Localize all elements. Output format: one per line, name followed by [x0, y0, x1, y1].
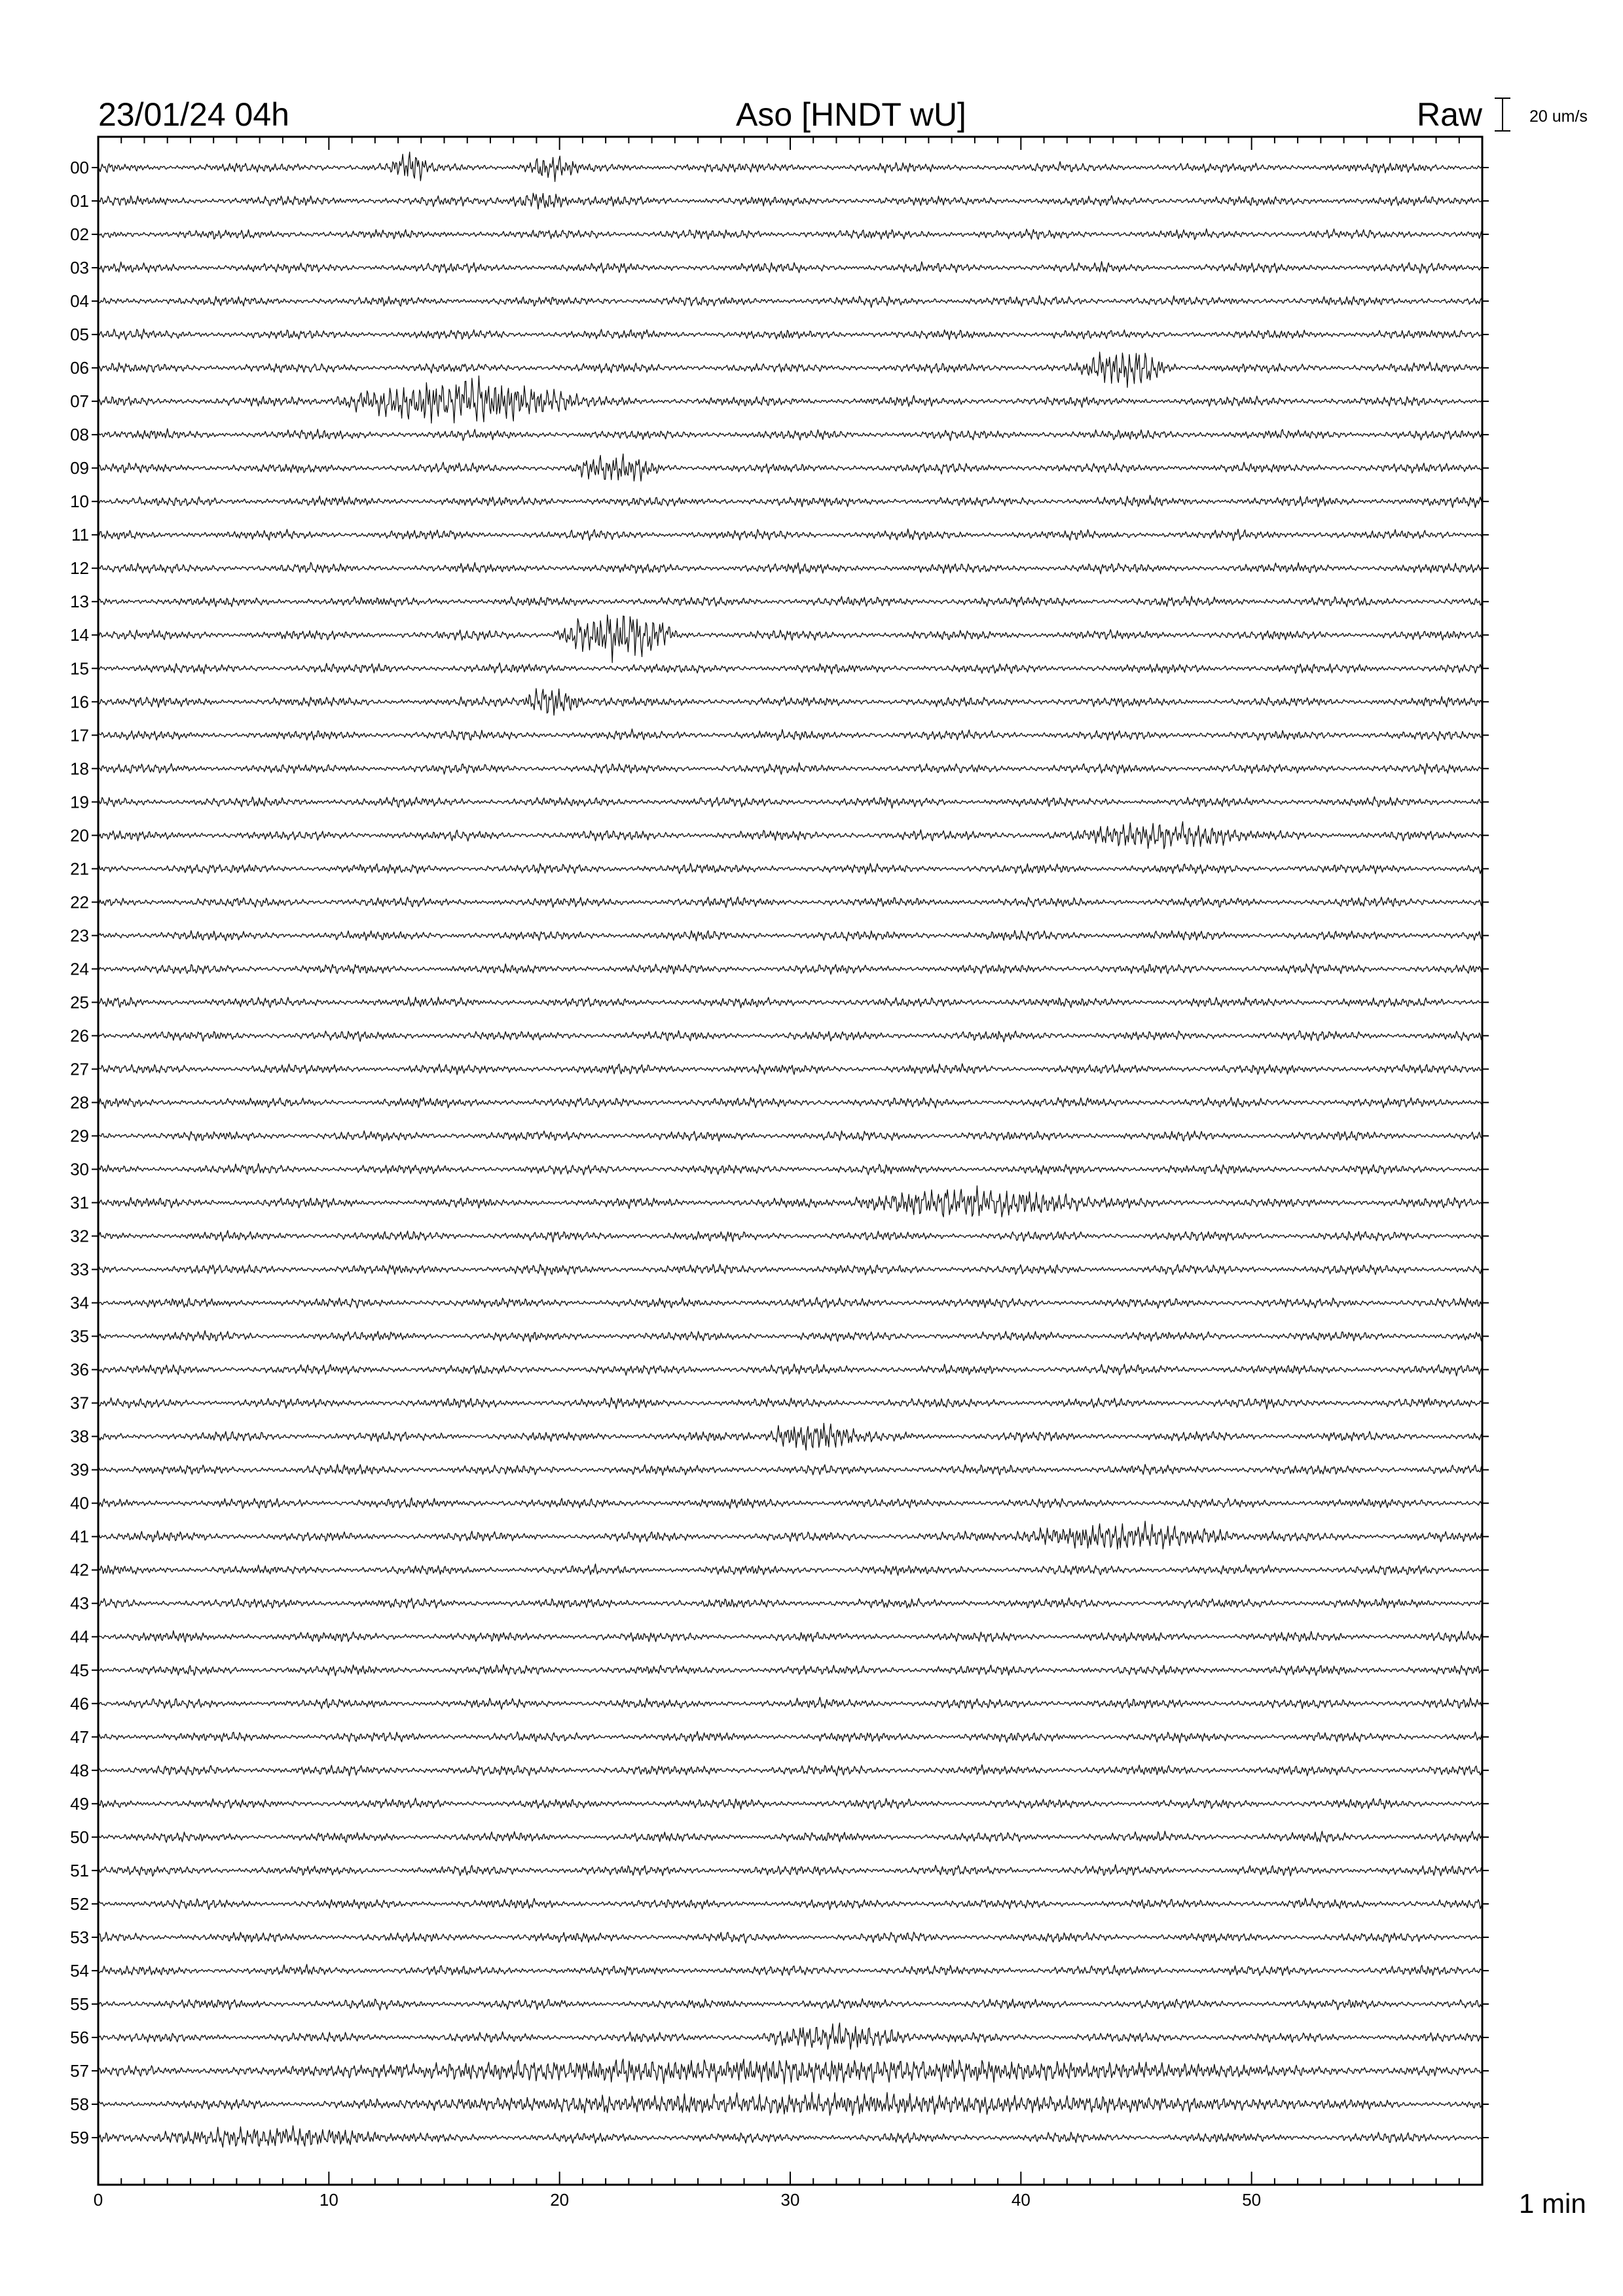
trace-38 — [98, 1424, 1482, 1450]
scale-bar — [1495, 98, 1510, 131]
row-label-27: 27 — [70, 1059, 89, 1079]
trace-00 — [98, 152, 1482, 181]
row-label-09: 09 — [70, 458, 89, 478]
row-label-12: 12 — [70, 558, 89, 579]
trace-group — [98, 152, 1482, 2147]
trace-48 — [98, 1765, 1482, 1776]
row-label-36: 36 — [70, 1359, 89, 1380]
row-label-00: 00 — [70, 158, 89, 177]
plot-frame — [98, 137, 1482, 2185]
row-label-52: 52 — [70, 1893, 89, 1914]
row-label-07: 07 — [70, 391, 89, 412]
row-label-59: 59 — [70, 2128, 89, 2147]
trace-56 — [98, 2023, 1482, 2049]
trace-24 — [98, 964, 1482, 975]
row-label-15: 15 — [70, 658, 89, 679]
trace-14 — [98, 615, 1482, 662]
trace-46 — [98, 1697, 1482, 1709]
row-label-11: 11 — [71, 525, 89, 545]
row-label-01: 01 — [70, 191, 89, 211]
row-label-30: 30 — [70, 1159, 89, 1179]
row-label-17: 17 — [70, 725, 89, 745]
trace-32 — [98, 1230, 1482, 1242]
row-label-08: 08 — [70, 425, 89, 445]
trace-15 — [98, 663, 1482, 674]
trace-47 — [98, 1731, 1482, 1742]
row-label-05: 05 — [70, 325, 89, 345]
trace-33 — [98, 1265, 1482, 1276]
trace-16 — [98, 689, 1482, 715]
row-label-45: 45 — [70, 1660, 89, 1680]
row-label-54: 54 — [70, 1960, 89, 1981]
trace-12 — [98, 562, 1482, 574]
trace-34 — [98, 1297, 1482, 1308]
row-label-33: 33 — [70, 1259, 89, 1280]
trace-43 — [98, 1598, 1482, 1608]
trace-01 — [98, 193, 1482, 209]
trace-52 — [98, 1898, 1482, 1909]
row-label-44: 44 — [70, 1626, 89, 1647]
x-tick-label: 0 — [93, 2190, 103, 2210]
row-label-02: 02 — [70, 224, 89, 245]
row-label-43: 43 — [70, 1593, 89, 1613]
row-tick-group — [92, 168, 1489, 2138]
trace-31 — [98, 1186, 1482, 1217]
trace-26 — [98, 1031, 1482, 1042]
row-label-06: 06 — [70, 358, 89, 378]
trace-03 — [98, 261, 1482, 273]
trace-42 — [98, 1564, 1482, 1575]
row-label-19: 19 — [70, 792, 89, 812]
row-label-13: 13 — [70, 592, 89, 612]
trace-10 — [98, 495, 1482, 508]
row-label-21: 21 — [70, 859, 89, 879]
row-label-34: 34 — [70, 1293, 89, 1313]
trace-08 — [98, 429, 1482, 440]
row-label-42: 42 — [70, 1560, 89, 1580]
trace-05 — [98, 329, 1482, 340]
row-label-25: 25 — [70, 992, 89, 1013]
trace-13 — [98, 596, 1482, 607]
row-label-49: 49 — [70, 1793, 89, 1814]
trace-04 — [98, 296, 1482, 308]
row-label-23: 23 — [70, 925, 89, 946]
x-tick-label: 40 — [1011, 2190, 1030, 2210]
row-label-39: 39 — [70, 1460, 89, 1480]
row-label-14: 14 — [70, 625, 89, 645]
trace-27 — [98, 1064, 1482, 1075]
date-label: 23/01/24 04h — [98, 96, 289, 133]
mode-label: Raw — [1416, 96, 1482, 133]
row-label-47: 47 — [70, 1727, 89, 1747]
trace-57 — [98, 2059, 1482, 2084]
row-label-24: 24 — [70, 959, 89, 979]
row-label-53: 53 — [70, 1927, 89, 1947]
trace-58 — [98, 2092, 1482, 2115]
row-label-22: 22 — [70, 892, 89, 912]
trace-45 — [98, 1664, 1482, 1676]
scale-bar-label: 20 um/s — [1529, 107, 1588, 126]
trace-19 — [98, 797, 1482, 808]
row-label-18: 18 — [70, 759, 89, 779]
trace-50 — [98, 1831, 1482, 1842]
trace-40 — [98, 1498, 1482, 1508]
row-label-58: 58 — [70, 2094, 89, 2114]
trace-49 — [98, 1798, 1482, 1809]
row-label-51: 51 — [70, 1860, 89, 1880]
row-label-37: 37 — [70, 1393, 89, 1413]
row-label-10: 10 — [70, 492, 89, 512]
trace-02 — [98, 229, 1482, 240]
row-label-35: 35 — [70, 1326, 89, 1346]
row-label-28: 28 — [70, 1092, 89, 1113]
row-label-46: 46 — [70, 1693, 89, 1713]
trace-23 — [98, 931, 1482, 941]
row-label-32: 32 — [70, 1226, 89, 1246]
trace-20 — [98, 821, 1482, 849]
trace-29 — [98, 1131, 1482, 1141]
trace-28 — [98, 1098, 1482, 1109]
trace-22 — [98, 897, 1482, 907]
x-tick-label: 50 — [1242, 2190, 1262, 2210]
trace-21 — [98, 863, 1482, 874]
trace-55 — [98, 1999, 1482, 2010]
trace-11 — [98, 529, 1482, 541]
row-label-57: 57 — [70, 2060, 89, 2081]
row-label-16: 16 — [70, 692, 89, 712]
trace-59 — [98, 2126, 1482, 2147]
station-title: Aso [HNDT wU] — [736, 96, 966, 133]
row-label-40: 40 — [70, 1493, 89, 1513]
trace-07 — [98, 376, 1482, 423]
x-tick-label: 10 — [319, 2190, 338, 2210]
trace-54 — [98, 1964, 1482, 1975]
x-tick-label: 30 — [780, 2190, 800, 2210]
x-axis — [94, 137, 1482, 2210]
trace-44 — [98, 1631, 1482, 1643]
trace-36 — [98, 1364, 1482, 1376]
row-label-56: 56 — [70, 2027, 89, 2047]
trace-17 — [98, 729, 1482, 741]
x-tick-label: 20 — [550, 2190, 570, 2210]
row-label-48: 48 — [70, 1760, 89, 1780]
trace-09 — [98, 454, 1482, 482]
trace-18 — [98, 762, 1482, 774]
row-label-50: 50 — [70, 1827, 89, 1847]
x-unit-label: 1 min — [1519, 2188, 1586, 2219]
row-label-55: 55 — [70, 1994, 89, 2014]
trace-41 — [98, 1521, 1482, 1549]
row-label-31: 31 — [70, 1193, 89, 1213]
row-label-03: 03 — [70, 258, 89, 278]
trace-35 — [98, 1331, 1482, 1342]
trace-25 — [98, 997, 1482, 1008]
row-label-26: 26 — [70, 1026, 89, 1046]
row-label-29: 29 — [70, 1126, 89, 1146]
row-label-group — [70, 158, 89, 2147]
row-label-38: 38 — [70, 1426, 89, 1446]
trace-30 — [98, 1164, 1482, 1175]
trace-51 — [98, 1865, 1482, 1876]
trace-39 — [98, 1464, 1482, 1475]
row-label-04: 04 — [70, 291, 89, 312]
trace-37 — [98, 1397, 1482, 1408]
trace-06 — [98, 352, 1482, 387]
trace-53 — [98, 1932, 1482, 1943]
row-label-41: 41 — [70, 1526, 89, 1547]
row-label-20: 20 — [70, 825, 89, 846]
